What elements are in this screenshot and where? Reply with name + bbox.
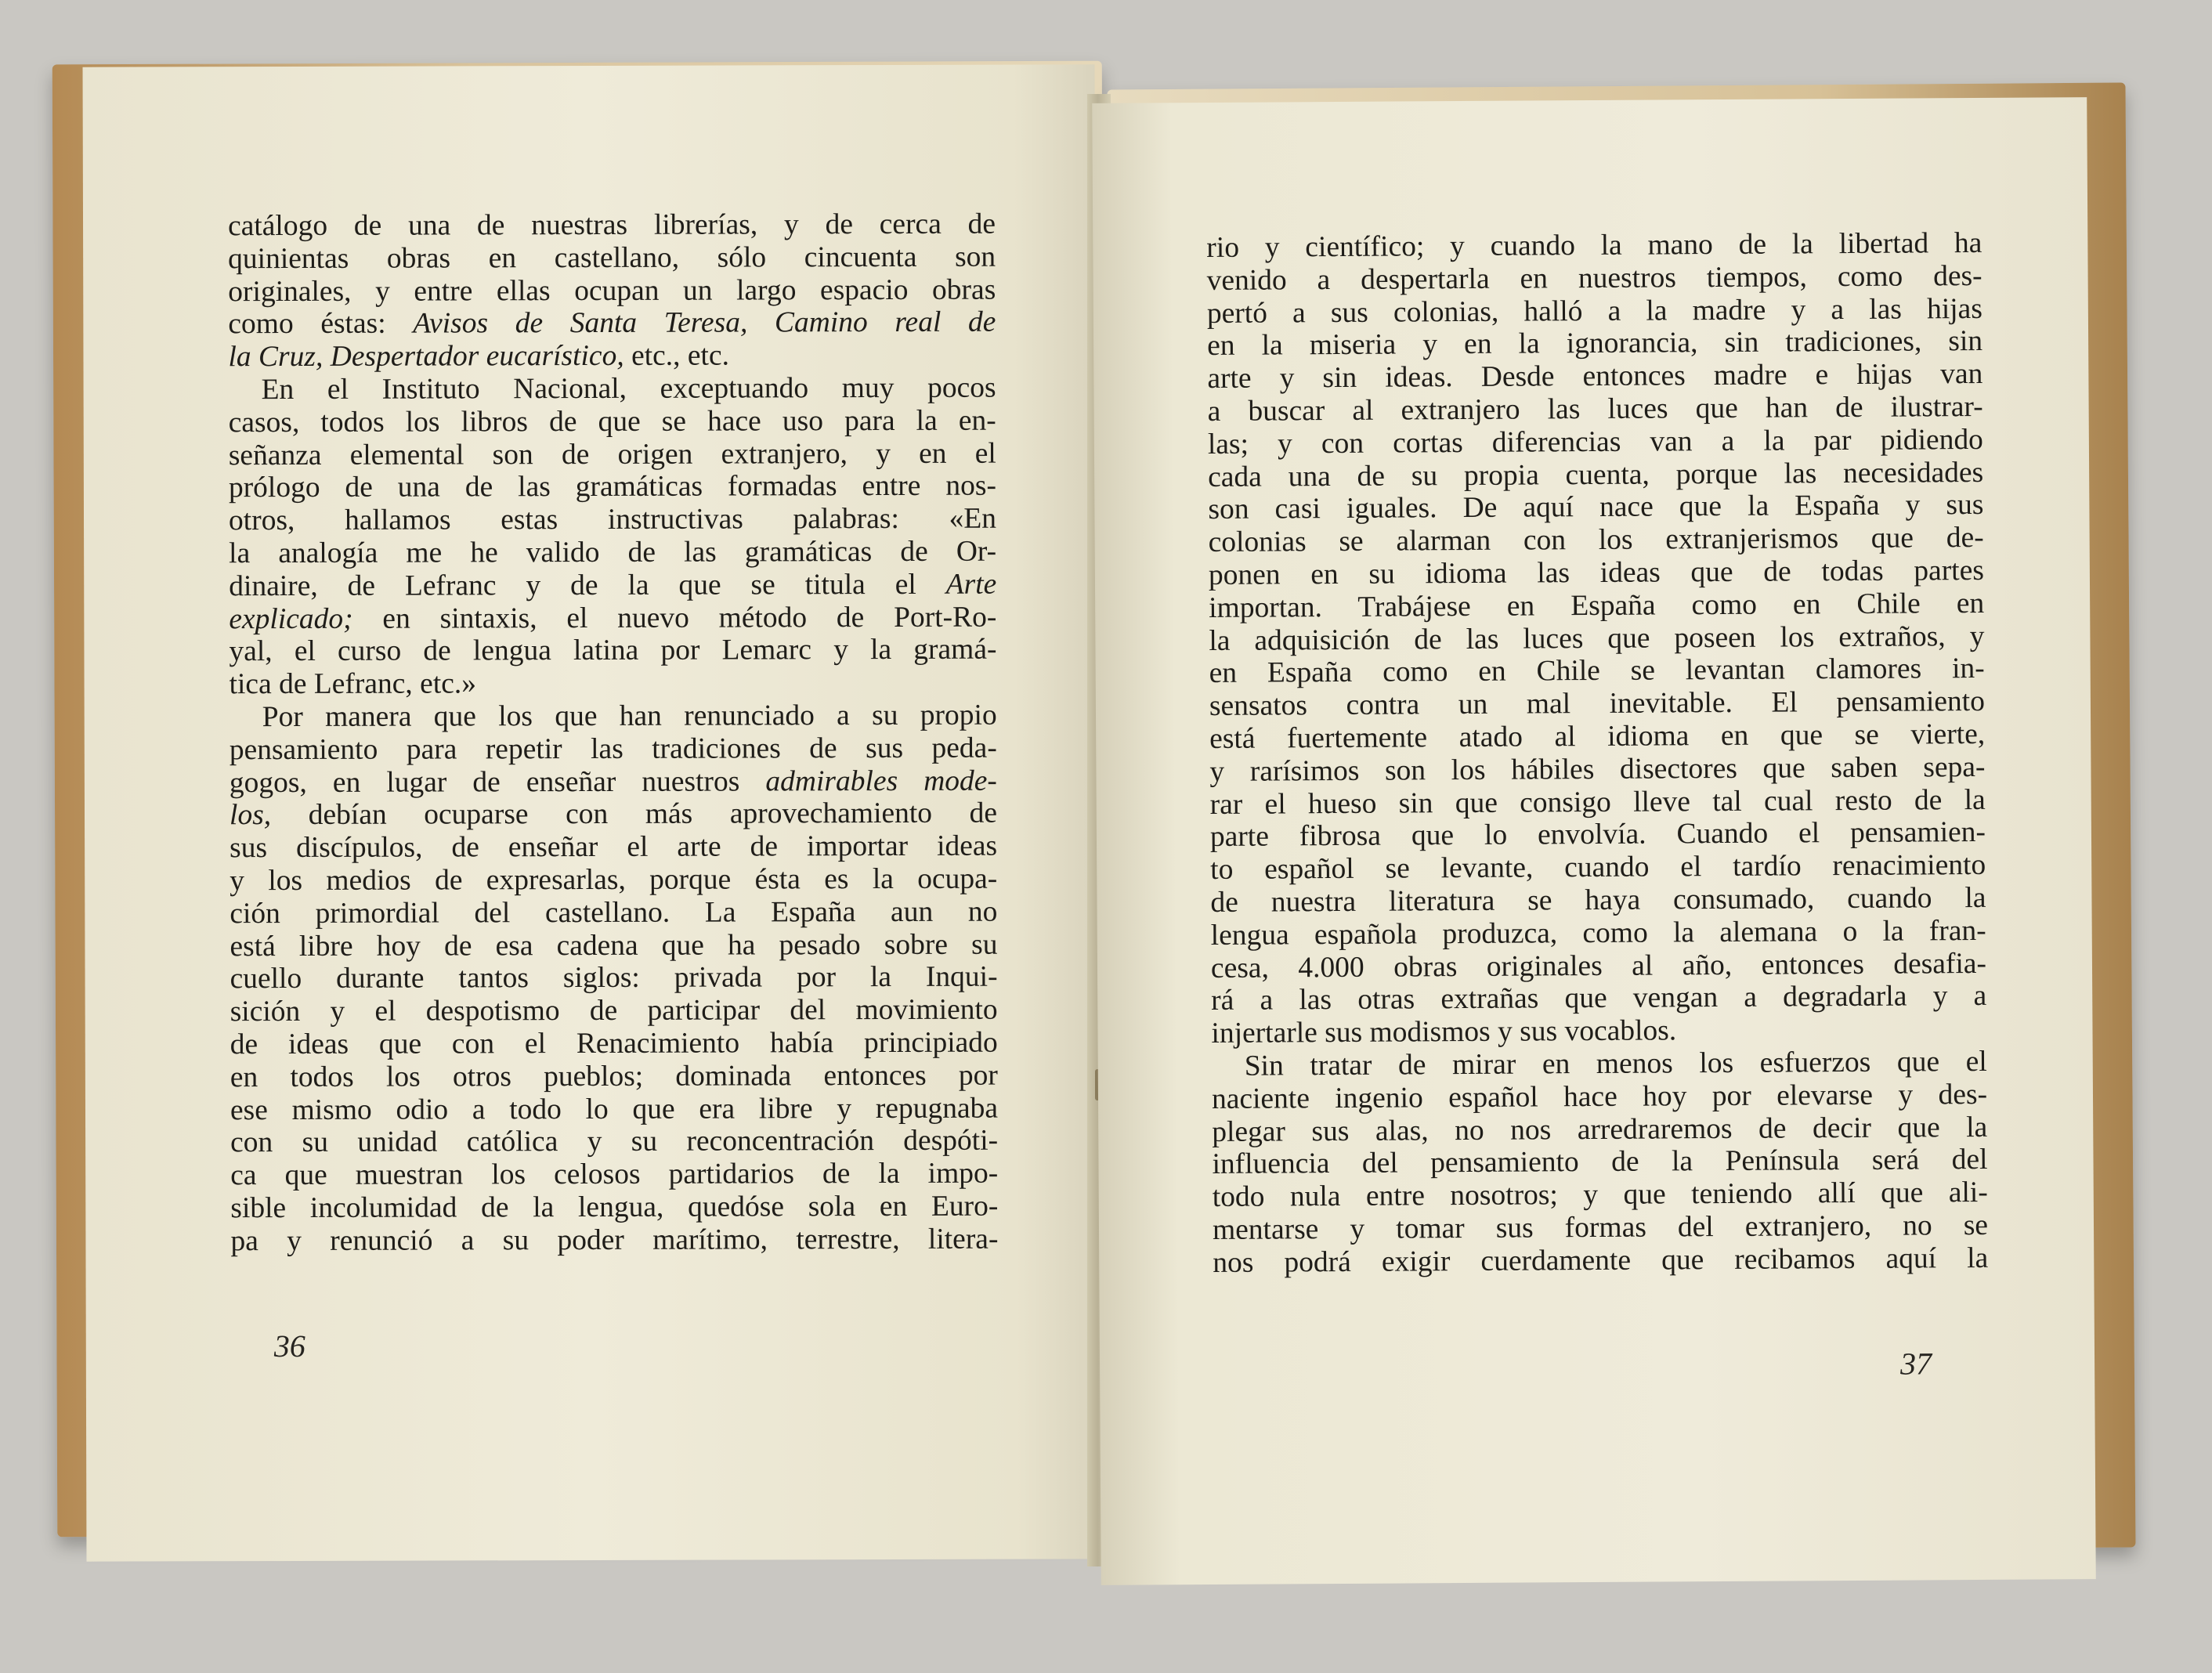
text-line: naciente ingenio español hace hoy por elevarse y des- [1211, 1078, 1988, 1115]
text-fragment: etc., etc. [623, 339, 730, 373]
text-line: y rarísimos son los hábiles disectores que saben sepa- [1209, 750, 1986, 788]
text-line: parte fibrosa que lo envolvía. Cuando el pensamien- [1209, 816, 1986, 854]
text-line: Sin tratar de mirar en menos los esfuerzos que el [1244, 1045, 1987, 1082]
text-line: está fuertemente atado al idioma en que se vierte, [1209, 717, 1986, 755]
text-line: tica de Lefranc, etc.» [229, 667, 477, 701]
text-fragment: dinaire, de Lefranc y de la que se titula el [229, 568, 946, 602]
text-line: plegar sus alas, no nos arredraremos de decir que la [1212, 1111, 1988, 1148]
text-line [228, 306, 996, 341]
text-line: injertarle sus modismos y sus vocablos. [1211, 1014, 1677, 1050]
italic-title: Arte [945, 568, 997, 601]
text-line: yal, el curso de lengua latina por Lemarc y la gramá- [229, 634, 997, 668]
text-line: mentarse y tomar sus formas del extranjero, no se [1212, 1209, 1989, 1246]
text-line: Por manera que los que han renunciado a su propio [262, 699, 997, 734]
text-line: con su unidad católica y su reconcentración despóti- [230, 1124, 999, 1159]
text-line: ca que muestran los celosos partidarios de la impo- [230, 1157, 999, 1192]
text-line: de ideas que con el Renacimiento había principiado [230, 1026, 998, 1061]
text-line: ponen en su idioma las ideas que de todas partes [1208, 554, 1985, 591]
text-line: en la miseria y en la ignorancia, sin tradiciones, sin [1207, 325, 1983, 363]
text-line: sición y el despotismo de participar del movimiento [230, 993, 998, 1028]
text-line: cada una de su propia cuenta, porque las necesidades [1208, 456, 1984, 493]
text-line: a buscar al extranjero las luces que han de ilustrar- [1207, 390, 1983, 428]
text-line: casos, todos los libros de que se hace uso para la en- [228, 404, 996, 439]
italic-title: la Cruz, Despertador eucarístico, [228, 340, 624, 374]
text-line: todo nula entre nosotros; y que teniendo allí que ali- [1212, 1176, 1988, 1214]
text-line: arte y sin ideas. Desde entonces madre e hijas van [1207, 358, 1983, 396]
text-line: sus discípulos, de enseñar el arte de importar ideas [230, 829, 998, 865]
right-page [1092, 97, 2096, 1585]
text-line: ción primordial del castellano. La España aun no [230, 895, 998, 930]
text-line: pertó a sus colonias, halló a la madre y a las hijas [1206, 292, 1982, 330]
text-line: pensamiento para repetir las tradiciones de sus peda- [229, 732, 997, 766]
text-line [229, 568, 996, 602]
text-line: importan. Trabájese en España como en Chile en [1209, 587, 1985, 624]
text-line: to español se levante, cuando el tardío renacimiento [1210, 849, 1986, 887]
text-line: quinientas obras en castellano, sólo cincuenta son [228, 240, 996, 276]
page-number-right: 37 [1899, 1346, 1932, 1382]
text-line: influencia del pensamiento de la Península será del [1212, 1144, 1988, 1181]
text-line [229, 601, 996, 635]
text-line: rar el hueso sin que consigo lleve tal cual resto de la [1209, 783, 1986, 821]
text-line: sensatos contra un mal inevitable. El pensamiento [1209, 685, 1986, 723]
text-line: sible incolumidad de la lengua, quedóse sola en Euro- [230, 1190, 999, 1225]
text-fragment: como éstas: [228, 307, 414, 341]
text-line: y los medios de expresarlas, porque ésta es la ocupa- [230, 862, 998, 898]
text-line: colonias se alarman con los extranjerismos que de- [1208, 522, 1984, 559]
text-line: de nuestra literatura se haya consumado, cuando la [1210, 881, 1986, 919]
text-line: cesa, 4.000 obras originales al año, entonces desafia- [1210, 947, 1987, 985]
text-line: las; y con cortas diferencias van a la par pidiendo [1207, 423, 1984, 461]
text-fragment: debían ocuparse con más aprovechamiento de [271, 797, 998, 832]
text-line: otros, hallamos estas instructivas palabras: «En [228, 502, 997, 537]
text-line: cuello durante tantos siglos: privada por la Inqui- [230, 960, 998, 995]
text-line: nos podrá exigir cuerdamente que recibamos aquí la [1213, 1241, 1989, 1279]
text-line: rio y científico; y cuando la mano de la libertad ha [1206, 226, 1982, 265]
page-number-left: 36 [273, 1328, 305, 1364]
left-page-text [228, 208, 998, 1258]
text-line: la adquisición de las luces que poseen los extraños, y [1209, 620, 1985, 657]
text-line: está libre hoy de esa cadena que ha pesado sobre su [230, 928, 998, 963]
text-line: originales, y entre ellas ocupan un largo espacio obras [228, 273, 996, 308]
text-line: son casi iguales. De aquí nace que la España y sus [1208, 489, 1984, 526]
italic-title: explicado; [229, 602, 353, 635]
text-line: venido a despertarla en nuestros tiempos, como des- [1206, 259, 1982, 297]
text-line: en todos los otros pueblos; dominada entonces por [230, 1059, 998, 1093]
text-line: En el Instituto Nacional, exceptuando muy pocos [261, 371, 996, 407]
text-line: ese mismo odio a todo lo que era libre y repugnaba [230, 1092, 999, 1126]
text-line [228, 339, 996, 374]
text-line: pa y renunció a su poder marítimo, terrestre, litera- [230, 1223, 999, 1257]
text-line: señanza elemental son de origen extranjero, y en el [228, 437, 996, 472]
text-line: rá a las otras extrañas que vengan a degradarla y a [1211, 980, 1987, 1017]
italic-phrase: admirables mode- [765, 764, 997, 797]
text-line: catálogo de una de nuestras librerías, y de cerca de [227, 208, 996, 243]
text-line [230, 797, 997, 832]
text-line: la analogía me he valido de las gramáticas de Or- [229, 535, 997, 570]
text-line: lengua española produzca, como la alemana o la fran- [1210, 914, 1986, 952]
text-line: prólogo de una de las gramáticas formadas entre nos- [228, 470, 996, 504]
text-line: en España como en Chile se levantan clamores in- [1209, 652, 1985, 690]
right-page-text [1206, 227, 1988, 1280]
italic-phrase: los, [229, 799, 272, 832]
text-fragment: gogos, en lugar de enseñar nuestros [229, 764, 766, 799]
text-fragment: en sintaxis, el nuevo método de Port-Ro- [352, 601, 997, 635]
italic-title: Avisos de Santa Teresa, Camino real de [413, 306, 996, 340]
text-line [230, 764, 997, 799]
left-page [83, 64, 1099, 1561]
